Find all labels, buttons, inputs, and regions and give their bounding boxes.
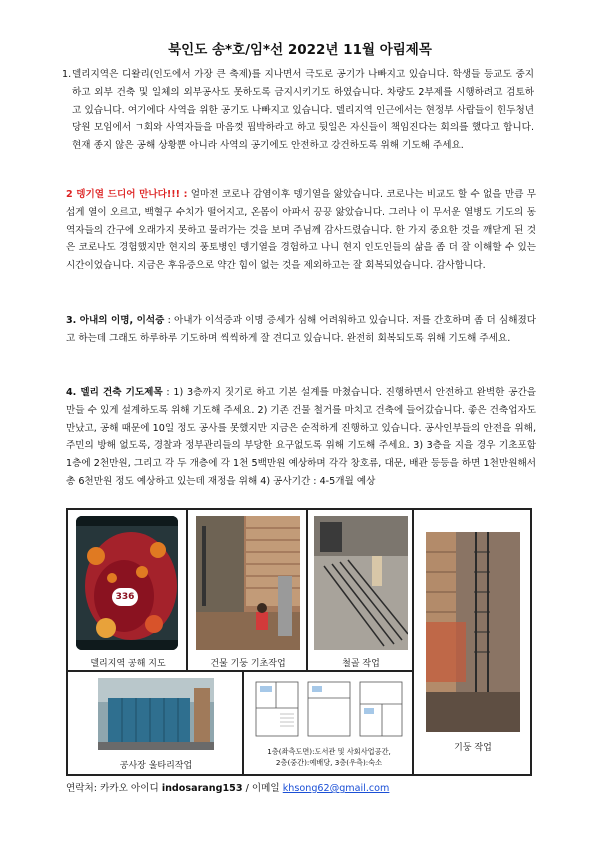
footer-label: 연락처: 카카오 아이디 [66,783,159,794]
section-4 [66,384,536,491]
fence-cell [67,671,243,775]
plans-caption-line-2: 2층(중간):예배당, 3층(우측):숙소 [275,758,383,767]
section-4-text: : 1) 3층까지 짓기로 하고 기본 설계를 마쳤습니다. 진행하면서 안전하고 완벽한 공간을 만들 수 있게 설계하도록 위해 기도해 주세요. 2) 기존 건물 철거를 마치고 건축에 들어갔습니다. 좋은 건축업자도 만났고, 공해 때문에 10일 정도 공사를 못했지만 지금은 순적하게 진행하고 있습니다. 공사인부들의 안전을 위해, 주민의 방해 없도록, 경찰과 정부관리들의 부당한 요구없도록 위해 기도해 주세요. 3) 3층을 지을 경우 기초포함 1층에 2천만원, 그리고 각 두 개층에 각 1천 5백만원 예상하며 각각 창호류, 대문, 배관 등등을 하면 1천만원해서 총 6천만원 정도 예상하고 있는데 재정을 위해 4) 공사기간 : 4-5개월 예상 [66,387,536,487]
section-4-heading: 4. 델리 건축 기도제목 [66,387,163,398]
foundation-caption: 건물 기둥 기초작업 [210,659,286,669]
rebar-photo [314,516,408,650]
section-2 [66,186,536,275]
page-title: 북인도 송*호/임*선 2022년 11월 아림제목 [168,42,432,58]
section-1-text: 델리지역은 디왈리(인도에서 가장 큰 축제)를 지나면서 극도로 공기가 나빠지고 있습니다. 학생들 등교도 중지하고 외부 건축 및 일체의 외부공사도 못하도록 금지시키기도 하였습니다. 차량도 2부제를 시행하려고 검토하고 있습니다. 여기에다 사역을 위한 공기도 나빠지고 있습니다. 델리지역 인근에서는 현정부 사람들이 힌두청년당원 모임에서 ㄱ회와 사역자들을 마음껏 핍박하라고 하고 뒷일은 자신들이 책임진다는 회의를 했다고 합니다. 현재 종지 않은 공해 상황뿐 아니라 사역의 공기에도 안전하고 강건하도록 위해 기도해 주세요. [72,69,534,152]
map-cell [67,509,187,671]
photo-grid [66,508,532,776]
plans-caption-line-1: 1층(좌측도면):도서관 및 사회사업공간, [267,747,391,756]
pollution-map-graphic [76,516,178,650]
foundation-graphic [196,516,300,650]
footer-contact [66,780,389,794]
aqi-badge: 336 [112,588,138,606]
email-link[interactable]: khsong62@gmail.com [282,783,390,794]
rebar-cell [307,509,413,671]
section-1-number: 1. [62,69,72,80]
plans-cell [243,671,413,775]
fence-caption: 공사장 울타리작업 [119,761,193,771]
rebar-caption: 철골 작업 [342,659,380,669]
pollution-map-image [76,516,178,650]
floor-plans-graphic [252,678,406,740]
section-2-text: 얼마전 코로나 감염이후 뎅기열을 앓았습니다. 코로나는 비교도 할 수 없을 만큼 무섭게 열이 오르고, 백혈구 수치가 떨어지고, 온몸이 아파서 끙끙 앓았습니다. 그러나 이 무서운 열병도 기도의 동역자들의 간구에 오래가지 못하고 물러가는 것을 보며 주님께 감사드렸습니다. 한 가지 중요한 것을 깨닫게 된 것은 코로나도 경험했지만 현지의 풍토병인 뎅기열을 경험하고 나니 현지 인도인들의 삶을 좀 더 잘 이해할 수 있는 시간이었습니다. 지금은 후유증으로 약간 힘이 없는 것을 제외하고는 잘 회복되었습니다. 감사합니다. [66,189,536,272]
foundation-cell [187,509,307,671]
rebar-graphic [314,516,408,650]
pillar-caption: 기둥 작업 [454,743,492,753]
pillar-cell [413,509,531,775]
section-3 [66,312,536,348]
pillar-photo [426,532,520,732]
footer-separator: / 이메일 [245,783,280,794]
map-caption: 델리지역 공해 지도 [90,659,166,669]
section-3-text: : 아내가 이석증과 이명 증세가 심해 어려워하고 있습니다. 저를 간호하며 좀 더 심해졌다고 하는데 그래도 하루하루 기도하며 씩씩하게 잘 견디고 있습니다. 완전히 회복되도록 위해 기도해 주세요. [66,315,536,344]
floor-plans-image [252,678,406,740]
section-3-heading: 3. 아내의 이명, 이석증 [66,315,165,326]
pillar-graphic [426,532,520,732]
plans-caption [244,746,413,768]
section-2-heading: 2 뎅기열 드디어 만나다!!! : [66,189,188,200]
fence-graphic [98,678,214,750]
foundation-photo [196,516,300,650]
fence-photo [98,678,214,750]
kakao-id: indosarang153 [161,783,243,794]
